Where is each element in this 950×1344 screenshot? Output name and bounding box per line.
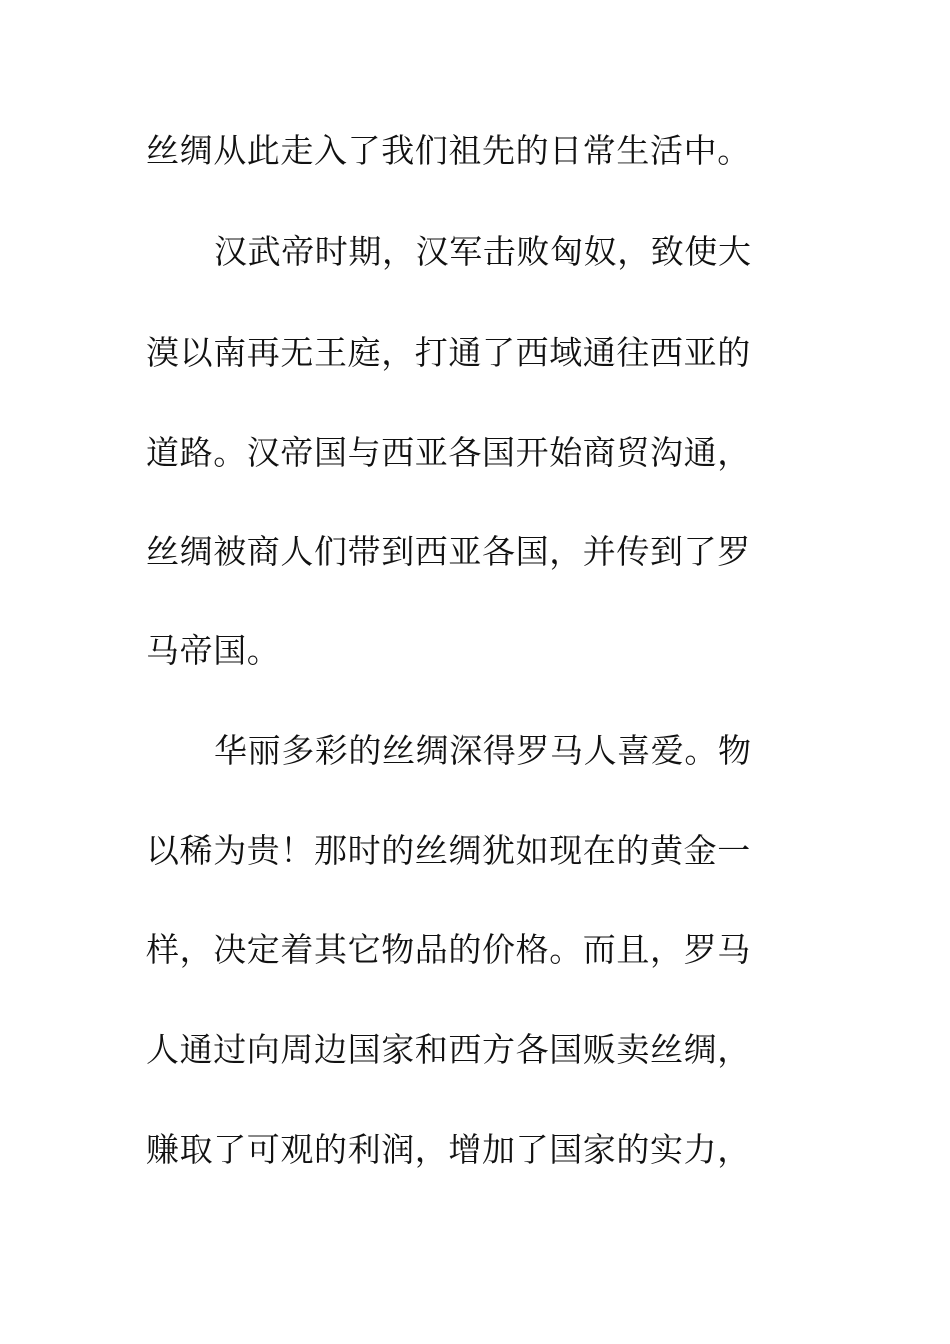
- text-line: 样，决定着其它物品的价格。而且，罗马: [146, 930, 751, 969]
- text-line: 丝绸被商人们带到西亚各国，并传到了罗: [146, 532, 751, 571]
- text-line: 人通过向周边国家和西方各国贩卖丝绸，: [146, 1030, 751, 1069]
- text-line: 赚取了可观的利润，增加了国家的实力，: [146, 1130, 751, 1169]
- paragraph-start-line: 汉武帝时期，汉军击败匈奴，致使大: [214, 232, 752, 271]
- text-line: 马帝国。: [146, 631, 281, 670]
- text-line: 道路。汉帝国与西亚各国开始商贸沟通，: [146, 433, 751, 472]
- paragraph-start-line: 华丽多彩的丝绸深得罗马人喜爱。物: [214, 731, 752, 770]
- text-line: 丝绸从此走入了我们祖先的日常生活中。: [146, 131, 751, 170]
- text-line: 以稀为贵！那时的丝绸犹如现在的黄金一: [146, 831, 751, 870]
- text-line: 漠以南再无王庭，打通了西域通往西亚的: [146, 333, 751, 372]
